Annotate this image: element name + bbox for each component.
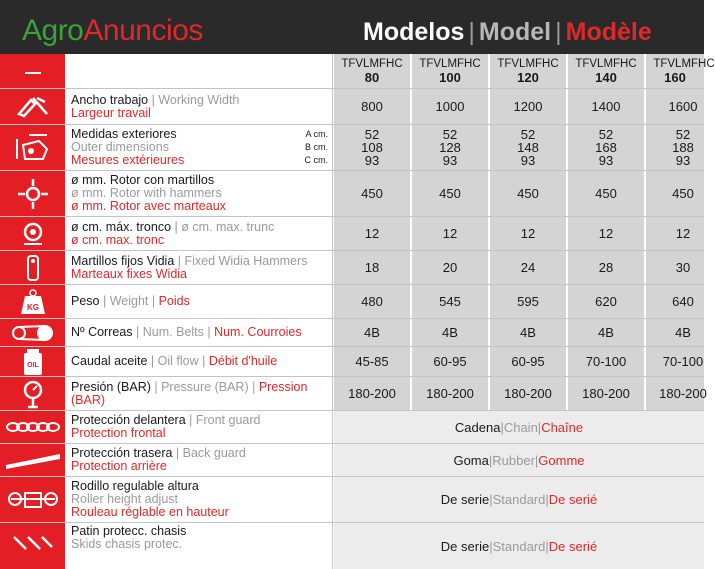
value-cell [334, 125, 410, 170]
value-cell: 450 [568, 171, 644, 216]
rotor-tube-icon [18, 220, 48, 248]
model-prefix: TFVLMFHC [653, 58, 715, 70]
value-cell: 450 [412, 171, 488, 216]
value-fr: De serié [548, 492, 598, 507]
value-cell: 180-200 [490, 377, 566, 410]
value-cell: 70-100 [646, 347, 704, 376]
pressure-gauge-icon [20, 379, 46, 409]
dimension-c: 93 [520, 153, 536, 168]
icon-cell [0, 217, 66, 250]
label-en: Back guard [182, 446, 246, 460]
hammer-blade-icon [23, 254, 43, 282]
icon-cell [0, 285, 66, 318]
value-cell: 180-200 [412, 377, 488, 410]
dimension-c: 93 [364, 153, 380, 168]
model-prefix: TFVLMFHC [497, 58, 559, 70]
label-es: Peso [71, 294, 100, 308]
model-header-80 [334, 54, 410, 88]
label-cell [67, 444, 333, 476]
value-cell: 24 [490, 251, 566, 284]
icon-cell [0, 251, 66, 284]
label-fr: Num. Courroies [214, 325, 302, 339]
icon-cell [0, 171, 66, 216]
label-es: Caudal aceite [71, 354, 148, 368]
value-cell: 45-85 [334, 347, 410, 376]
dimension-label-c: C cm. [304, 155, 328, 165]
label-fr: Pression (BAR) [71, 379, 308, 407]
value-separator: | [545, 538, 549, 554]
value-cell: 20 [412, 251, 488, 284]
models-title-fr: Modèle [565, 18, 652, 46]
value-cell: 28 [568, 251, 644, 284]
label-en: Front guard [195, 413, 261, 427]
value-cell: 4B [490, 319, 566, 346]
spec-row-skids [0, 523, 704, 569]
value-cell: 450 [490, 171, 566, 216]
label-es: Martillos fijos Vidia [71, 253, 175, 268]
value-cell: 800 [334, 89, 410, 124]
value-es: Cadena [454, 419, 501, 435]
label-cell [67, 377, 333, 410]
header-icon-cell [0, 54, 66, 88]
label-fr: ø cm. max. tronc [71, 232, 165, 247]
label-en: Oil flow [157, 354, 199, 368]
rotor-icon [16, 177, 50, 211]
label-cell [67, 411, 333, 443]
value-en: Standard [492, 492, 546, 507]
spec-row-roller [0, 477, 704, 523]
dimension-b: 148 [517, 140, 539, 155]
spec-row-outer-dimensions [0, 125, 704, 171]
label-es: Protección delantera [71, 413, 186, 427]
value-cell: 450 [646, 171, 704, 216]
model-prefix: TFVLMFHC [419, 58, 481, 70]
dimension-c: 93 [442, 153, 458, 168]
model-number: 100 [439, 70, 461, 85]
weight-badge: KG [26, 302, 39, 312]
value-separator: | [534, 452, 539, 468]
label-separator: | [147, 354, 158, 368]
label-separator: | [203, 325, 215, 339]
belt-pulley-icon [11, 323, 55, 343]
rubber-strip-icon [4, 450, 62, 470]
label-es: Rodillo regulable altura [71, 479, 199, 493]
value-cell: 180-200 [334, 377, 410, 410]
model-number: 160 [664, 70, 686, 85]
label-en: Weight [109, 294, 149, 308]
spec-row-oil-flow [0, 347, 704, 377]
value-separator: | [489, 492, 493, 507]
value-fr: Gomme [538, 452, 585, 468]
dimension-c: 93 [598, 153, 614, 168]
chain-icon [6, 419, 60, 435]
value-es: De serie [440, 492, 490, 507]
value-cell: 1000 [412, 89, 488, 124]
models-title-separator: | [468, 18, 475, 46]
label-fr: Protection frontal [71, 426, 166, 440]
value-cell: 180-200 [646, 377, 704, 410]
label-es: Patin protecc. chasis [71, 524, 187, 538]
label-separator: | [99, 294, 110, 308]
merged-value-cell [334, 477, 704, 522]
dimension-b: 188 [672, 140, 694, 155]
label-cell [67, 89, 333, 124]
value-separator: | [500, 419, 504, 435]
label-cell [67, 523, 333, 569]
value-cell: 480 [334, 285, 410, 318]
value-cell: 180-200 [568, 377, 644, 410]
value-en: Chain [503, 419, 538, 435]
icon-cell [0, 523, 66, 569]
spec-row-rotor-diameter [0, 171, 704, 217]
header-label-cell [67, 54, 333, 88]
value-en: Rubber [492, 452, 535, 468]
value-cell [568, 125, 644, 170]
icon-cell [0, 477, 66, 522]
spec-row-working-width [0, 89, 704, 125]
label-en: ø mm. Rotor with hammers [71, 186, 222, 200]
model-header-160 [646, 54, 715, 88]
value-separator: | [545, 492, 549, 507]
icon-cell [0, 411, 66, 443]
label-es: Presión (BAR) [71, 379, 151, 394]
icon-cell [0, 444, 66, 476]
value-cell: 12 [412, 217, 488, 250]
merged-value-cell [334, 411, 704, 443]
value-cell: 12 [490, 217, 566, 250]
label-cell [67, 347, 333, 376]
value-cell: 70-100 [568, 347, 644, 376]
label-fr: Largeur travail [71, 105, 151, 120]
oil-badge: OIL [26, 361, 39, 369]
label-cell [67, 285, 333, 318]
label-separator: | [132, 325, 143, 339]
value-cell: 1400 [568, 89, 644, 124]
value-cell: 60-95 [412, 347, 488, 376]
value-cell: 450 [334, 171, 410, 216]
label-fr: ø mm. Rotor avec marteaux [71, 199, 226, 213]
icon-cell [0, 319, 66, 346]
dimension-c: 93 [675, 153, 691, 168]
value-en: Standard [492, 538, 546, 554]
label-separator: | [150, 379, 162, 394]
dimension-a: 52 [675, 127, 691, 142]
spec-row-max-trunk [0, 217, 704, 251]
models-title [363, 18, 652, 47]
label-cell [67, 125, 333, 170]
spec-row-belts [0, 319, 704, 347]
value-cell [646, 125, 704, 170]
label-cell [67, 171, 333, 216]
weight-kg-icon [18, 288, 48, 316]
value-cell: 60-95 [490, 347, 566, 376]
model-header-100 [412, 54, 488, 88]
model-header-120 [490, 54, 566, 88]
models-title-separator: | [555, 18, 562, 46]
model-prefix: TFVLMFHC [341, 58, 403, 70]
spec-row-fixed-hammers [0, 251, 704, 285]
label-en: Pressure (BAR) [161, 379, 249, 394]
value-cell: 1600 [646, 89, 704, 124]
agroanuncios-logo[interactable] [22, 14, 203, 48]
logo-green-part: Agro [22, 14, 84, 47]
value-cell: 545 [412, 285, 488, 318]
label-separator: | [148, 294, 159, 308]
oil-can-icon [21, 348, 45, 376]
label-en: Roller height adjust [71, 492, 179, 506]
dimension-b: 128 [439, 140, 461, 155]
value-fr: Chaîne [541, 419, 584, 435]
spec-row-pressure [0, 377, 707, 411]
label-separator: | [148, 92, 159, 107]
icon-cell [0, 89, 66, 124]
icon-cell [0, 377, 66, 410]
value-es: De serie [440, 538, 490, 554]
logo-red-part: Anuncios [83, 14, 203, 47]
dimension-b: 168 [595, 140, 617, 155]
label-cell [67, 217, 333, 250]
model-number: 80 [364, 70, 380, 85]
dimension-a: 52 [598, 127, 614, 142]
dimension-label-a: A cm. [305, 129, 328, 139]
value-fr: De serié [548, 538, 598, 554]
merged-value-cell [334, 444, 704, 476]
models-title-en: Model [478, 18, 552, 46]
dimension-a: 52 [364, 127, 380, 142]
label-fr: Protection arrière [71, 459, 167, 473]
value-cell: 30 [646, 251, 704, 284]
value-cell: 12 [568, 217, 644, 250]
label-en: Num. Belts [142, 325, 204, 339]
label-fr: Poids [158, 294, 190, 308]
dash-icon [23, 66, 43, 76]
dimension-a: 52 [520, 127, 536, 142]
value-cell: 12 [334, 217, 410, 250]
label-separator: | [198, 354, 209, 368]
value-separator: | [488, 452, 493, 468]
label-en: Fixed Widia Hammers [184, 253, 308, 268]
roller-icon [5, 485, 61, 515]
page-header [0, 0, 704, 54]
label-es: ø mm. Rotor con martillos [71, 173, 215, 187]
label-separator: | [248, 379, 259, 394]
model-number: 140 [595, 70, 617, 85]
dimension-a: 52 [442, 127, 458, 142]
label-es: ø cm. máx. tronco [71, 219, 172, 234]
label-fr: Rouleau réglable en hauteur [71, 505, 229, 519]
label-separator: | [174, 253, 185, 268]
label-cell [67, 477, 333, 522]
label-cell [67, 251, 333, 284]
value-separator: | [537, 419, 542, 435]
spec-row-back-guard [0, 444, 704, 477]
models-title-es: Modelos [363, 18, 465, 46]
value-cell: 1200 [490, 89, 566, 124]
value-cell: 12 [646, 217, 704, 250]
label-en: ø cm. max. trunc [181, 219, 275, 234]
merged-value-cell [334, 523, 704, 569]
label-en: Outer dimensions [71, 140, 169, 154]
icon-cell [0, 347, 66, 376]
label-es: Nº Correas [71, 325, 133, 339]
dimension-b: 108 [361, 140, 383, 155]
mower-outline-icon [13, 131, 53, 165]
model-header-140 [568, 54, 644, 88]
label-en: Skids chasis protec. [71, 537, 183, 551]
model-number: 120 [517, 70, 539, 85]
label-fr: Débit d'huile [208, 354, 278, 368]
value-cell: 4B [412, 319, 488, 346]
label-es: Protección trasera [71, 446, 173, 460]
value-cell [412, 125, 488, 170]
width-calipers-icon [15, 94, 51, 120]
dimension-axis-labels [305, 125, 329, 170]
model-header-row [0, 54, 715, 89]
label-es: Medidas exteriores [71, 127, 177, 141]
value-separator: | [489, 538, 493, 554]
value-cell: 595 [490, 285, 566, 318]
value-cell: 18 [334, 251, 410, 284]
spec-row-weight [0, 285, 704, 319]
label-es: Ancho trabajo [71, 92, 149, 107]
skid-icon [8, 531, 58, 561]
value-cell: 4B [646, 319, 704, 346]
value-cell: 4B [568, 319, 644, 346]
value-cell: 620 [568, 285, 644, 318]
label-fr: Mesures extérieures [71, 153, 185, 167]
label-separator: | [185, 413, 196, 427]
label-fr: Marteaux fixes Widia [71, 266, 188, 281]
icon-cell [0, 125, 66, 170]
value-cell: 4B [334, 319, 410, 346]
value-es: Goma [453, 452, 489, 468]
label-en: Working Width [158, 92, 240, 107]
dimension-label-b: B cm. [304, 142, 328, 152]
spec-row-front-guard [0, 411, 704, 444]
value-cell: 640 [646, 285, 704, 318]
label-separator: | [171, 219, 182, 234]
model-prefix: TFVLMFHC [575, 58, 637, 70]
label-cell [67, 319, 333, 346]
label-separator: | [172, 446, 183, 460]
value-cell [490, 125, 566, 170]
